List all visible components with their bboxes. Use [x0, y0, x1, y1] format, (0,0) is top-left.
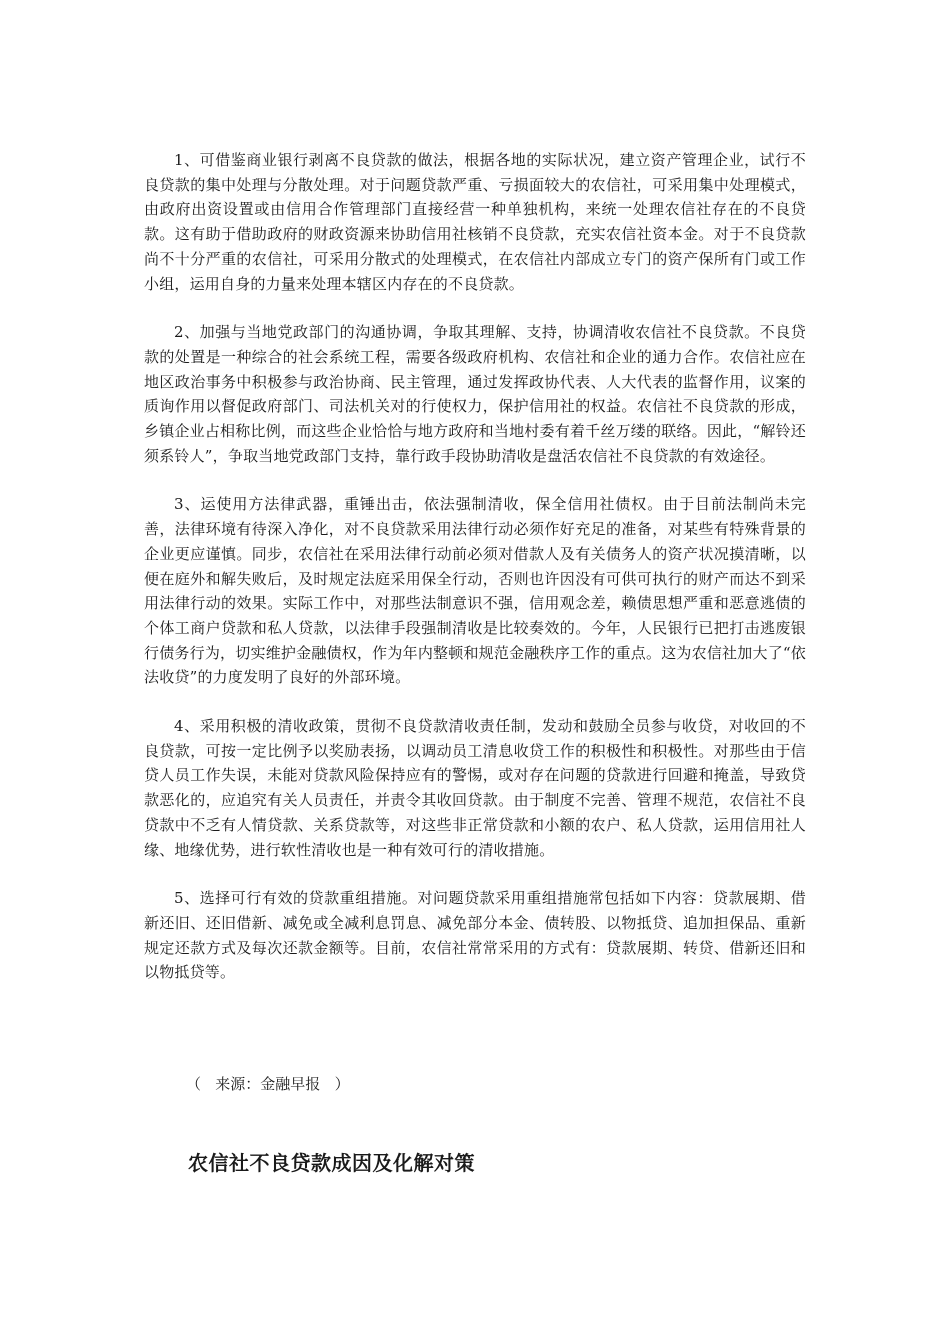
paragraph-1: 1、可借鉴商业银行剥离不良贷款的做法，根据各地的实际状况，建立资产管理企业，试行不良贷款的集中处理与分散处理。对于问题贷款严重、亏损面较大的农信社，可采用集中处理模式，由政府出资设置或由信用合作管理部门直接经营一种单独机构，来统一处理农信社存在的不良贷款。这有助于借助政府的财政资源来协助信用社核销不良贷款，充实农信社资本金。对于不良贷款尚不十分严重的农信社，可采用分散式的处理模式，在农信社内部成立专门的资产保所有门或工作小组，运用自身的力量来处理本辖区内存在的不良贷款。 — [144, 151, 806, 293]
source-note: （ 来源：金融早报 ） — [186, 1075, 350, 1093]
article-body — [144, 148, 806, 985]
paragraph-3: 3、运使用方法律武器，重锤出击，依法强制清收，保全信用社债权。由于目前法制尚未完善，法律环境有待深入净化，对不良贷款采用法律行动必须作好充足的准备，对某些有特殊背景的企业更应谨慎。同步，农信社在采用法律行动前必须对借款人及有关债务人的资产状况摸清晰，以便在庭外和解失败后，及时规定法庭采用保全行动，否则也许因没有可供可执行的财产而达不到采用法律行动的效果。实际工作中，对那些法制意识不强，信用观念差，赖债思想严重和恶意逃债的个体工商户贷款和私人贷款，以法律手段强制清收是比较奏效的。今年，人民银行已把打击逃废银行债务行为，切实维护金融债权，作为年内整顿和规范金融秩序工作的重点。这为农信社加大了“依法收贷”的力度发明了良好的外部环境。 — [144, 495, 806, 687]
paragraph-5: 5、选择可行有效的贷款重组措施。对问题贷款采用重组措施常包括如下内容：贷款展期、借新还旧、还旧借新、减免或全减利息罚息、减免部分本金、债转股、以物抵贷、追加担保品、重新规定还款方式及每次还款金额等。目前，农信社常常采用的方式有：贷款展期、转贷、借新还旧和以物抵贷等。 — [144, 889, 806, 982]
paragraph-4: 4、采用积极的清收政策，贯彻不良贷款清收责任制，发动和鼓励全员参与收贷，对收回的不良贷款，可按一定比例予以奖励表扬，以调动员工清息收贷工作的积极性和积极性。对那些由于信贷人员工作失误，未能对贷款风险保持应有的警惕，或对存在问题的贷款进行回避和掩盖，导致贷款恶化的，应追究有关人员责任，并责令其收回贷款。由于制度不完善、管理不规范，农信社不良贷款中不乏有人情贷款、关系贷款等，对这些非正常贷款和小额的农户、私人贷款，运用信用社人缘、地缘优势，进行软性清收也是一种有效可行的清收措施。 — [144, 717, 806, 859]
paragraph-2: 2、加强与当地党政部门的沟通协调，争取其理解、支持，协调清收农信社不良贷款。不良贷款的处置是一种综合的社会系统工程，需要各级政府机构、农信社和企业的通力合作。农信社应在地区政治事务中积极参与政治协商、民主管理，通过发挥政协代表、人大代表的监督作用，议案的质询作用以督促政府部门、司法机关对的行使权力，保护信用社的权益。农信社不良贷款的形成，乡镇企业占相称比例，而这些企业恰恰与地方政府和当地村委有着千丝万缕的联络。因此，“解铃还须系铃人”，争取当地党政部门支持，靠行政手段协助清收是盘活农信社不良贷款的有效途径。 — [144, 323, 806, 465]
section-heading: 农信社不良贷款成因及化解对策 — [188, 1151, 475, 1175]
